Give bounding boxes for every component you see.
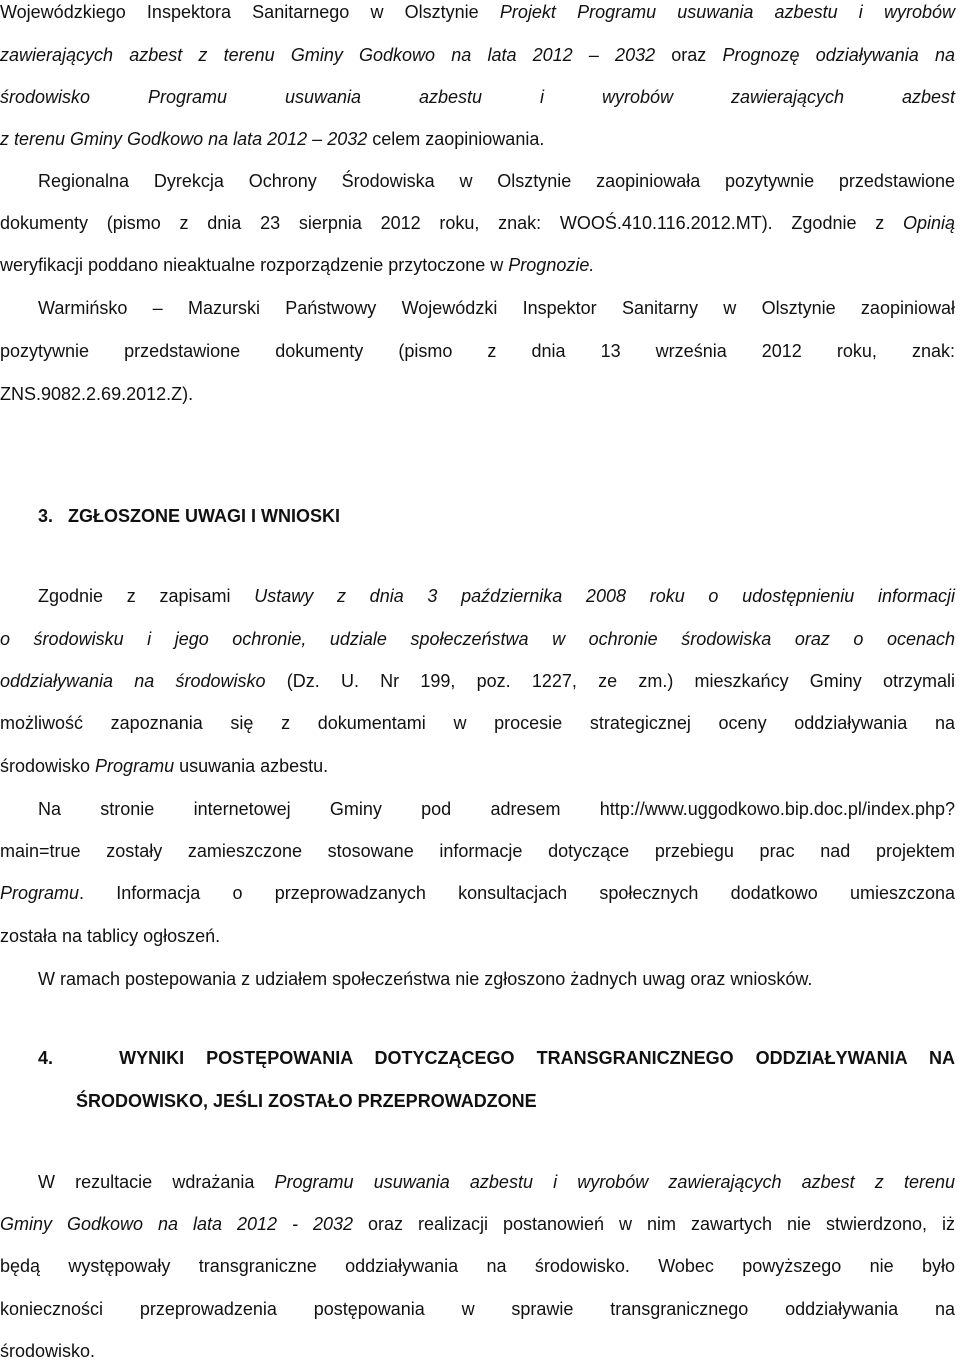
text-line: Warmińsko – Mazurski Państwowy Wojewódzki Inspektor Sanitarny w Olsztynie zaopiniował [38, 298, 955, 318]
heading-title: ZGŁOSZONE UWAGI I WNIOSKI [68, 506, 341, 526]
text-line: Regionalna Dyrekcja Ochrony Środowiska w Olsztynie zaopiniowała pozytywnie przedstawione [38, 171, 955, 191]
heading-line: ŚRODOWISKO, JEŚLI ZOSTAŁO PRZEPROWADZONE [76, 1091, 537, 1111]
text-line: konieczności przeprowadzenia postępowania w sprawie transgranicznego oddziaływania na [0, 1299, 955, 1319]
text-line: weryfikacji poddano nieaktualne rozporządzenie przytoczone w Prognozie. [0, 255, 595, 275]
text-line: środowisko. [0, 1341, 96, 1361]
text-line: została na tablicy ogłoszeń. [0, 926, 221, 946]
text-line: W rezultacie wdrażania Programu usuwania azbestu i wyrobów zawierających azbest z terenu [38, 1172, 955, 1192]
text-line: Na stronie internetowej Gminy pod adresem http://www.uggodkowo.bip.doc.pl/index.php? [38, 799, 955, 819]
text-line: ZNS.9082.2.69.2012.Z). [0, 384, 194, 404]
text-line: W ramach postepowania z udziałem społeczeństwa nie zgłoszono żadnych uwag oraz wniosków. [38, 969, 813, 989]
text-line: Programu. Informacja o przeprowadzanych konsultacjach społecznych dodatkowo umieszczona [0, 883, 955, 903]
text-line: możliwość zapoznania się z dokumentami w procesie strategicznej oceny oddziaływania na [0, 713, 955, 733]
heading-number: 3. [38, 506, 54, 526]
text-line: środowisko Programu usuwania azbestu. [0, 756, 329, 776]
text-line: o środowisku i jego ochronie, udziale społeczeństwa w ochronie środowiska oraz o ocenach [0, 629, 955, 649]
heading-number: 4. [38, 1048, 54, 1068]
text-line: środowisko Programu usuwania azbestu i wyrobów zawierających azbest [0, 87, 955, 107]
text-line: pozytywnie przedstawione dokumenty (pismo z dnia 13 września 2012 roku, znak: [0, 341, 955, 361]
text-line: Gminy Godkowo na lata 2012 - 2032 oraz realizacji postanowień w nim zawartych nie stwierdzono, iż [0, 1214, 955, 1234]
text-line: z terenu Gminy Godkowo na lata 2012 – 2032 celem zaopiniowania. [0, 129, 545, 149]
text-line: Zgodnie z zapisami Ustawy z dnia 3 października 2008 roku o udostępnieniu informacji [38, 586, 955, 606]
heading-title: WYNIKI POSTĘPOWANIA DOTYCZĄCEGO TRANSGRANICZNEGO ODDZIAŁYWANIA NA [119, 1048, 955, 1068]
text-line: zawierających azbest z terenu Gminy Godkowo na lata 2012 – 2032 oraz Prognozę odziaływania na [0, 45, 955, 65]
text-line: Wojewódzkiego Inspektora Sanitarnego w Olsztynie Projekt Programu usuwania azbestu i wyrobów [0, 2, 955, 22]
section-heading-3 [38, 506, 960, 528]
text-line: będą występowały transgraniczne oddziaływania na środowisko. Wobec powyższego nie było [0, 1256, 955, 1276]
text-line: oddziaływania na środowisko (Dz. U. Nr 199, poz. 1227, ze zm.) mieszkańcy Gminy otrzymali [0, 671, 955, 691]
heading-line [38, 1048, 955, 1070]
text-line: dokumenty (pismo z dnia 23 sierpnia 2012 roku, znak: WOOŚ.410.116.2012.MT). Zgodnie z Opinią [0, 213, 955, 233]
text-line: main=true zostały zamieszczone stosowane informacje dotyczące przebiegu prac nad projektem [0, 841, 955, 861]
